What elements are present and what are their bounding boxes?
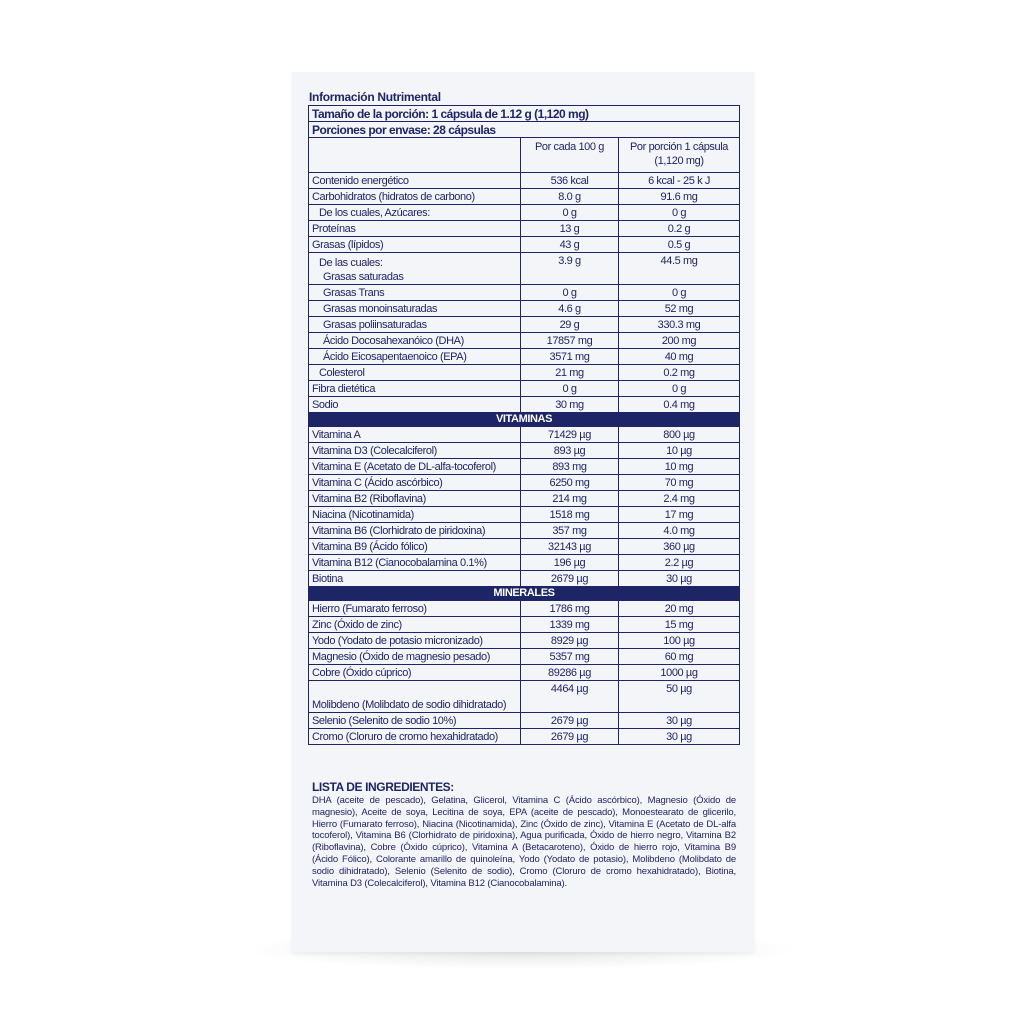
- nutrient-name: Hierro (Fumarato ferroso): [309, 601, 521, 617]
- table-row: [309, 649, 740, 665]
- value-per-portion: 70 mg: [619, 475, 740, 491]
- value-per-portion: 50 µg: [619, 681, 740, 713]
- nutrient-name: Grasas (lípidos): [309, 237, 521, 253]
- value-per-portion: 2.4 mg: [619, 491, 740, 507]
- table-row: [309, 443, 740, 459]
- value-per-portion: 0.2 g: [619, 221, 740, 237]
- value-per-100g: 0 g: [521, 381, 619, 397]
- value-per-100g: 3571 mg: [521, 349, 619, 365]
- value-per-portion: 4.0 mg: [619, 523, 740, 539]
- value-per-100g: 8929 µg: [521, 633, 619, 649]
- product-box-panel: [292, 72, 754, 952]
- value-per-100g: 89286 µg: [521, 665, 619, 681]
- table-row: [309, 665, 740, 681]
- nutrient-name: Selenio (Selenito de sodio 10%): [309, 713, 521, 729]
- value-per-100g: 21 mg: [521, 365, 619, 381]
- value-per-100g: 1786 mg: [521, 601, 619, 617]
- value-per-portion: 44.5 mg: [619, 253, 740, 285]
- value-per-100g: 536 kcal: [521, 173, 619, 189]
- nutrient-name: Niacina (Nicotinamida): [309, 507, 521, 523]
- table-row: [309, 601, 740, 617]
- value-per-100g: 2679 µg: [521, 571, 619, 587]
- nutrient-name: Vitamina B6 (Clorhidrato de piridoxina): [309, 523, 521, 539]
- table-row: [309, 713, 740, 729]
- nutrient-name: Cobre (Óxido cúprico): [309, 665, 521, 681]
- nutrition-table: [308, 105, 740, 745]
- value-per-portion: 200 mg: [619, 333, 740, 349]
- value-per-100g: 1518 mg: [521, 507, 619, 523]
- value-per-100g: 6250 mg: [521, 475, 619, 491]
- nutrient-name: Vitamina E (Acetato de DL-alfa-tocoferol): [309, 459, 521, 475]
- nutrient-name: Carbohidratos (hidratos de carbono): [309, 189, 521, 205]
- ingredients-section: [312, 780, 736, 889]
- table-row: [309, 523, 740, 539]
- value-per-portion: 330.3 mg: [619, 317, 740, 333]
- value-per-100g: 4464 µg: [521, 681, 619, 713]
- table-row: [309, 333, 740, 349]
- value-per-portion: 0 g: [619, 205, 740, 221]
- table-row: [309, 253, 740, 285]
- value-per-100g: 1339 mg: [521, 617, 619, 633]
- table-row: [309, 365, 740, 381]
- nutrient-name: Magnesio (Óxido de magnesio pesado): [309, 649, 521, 665]
- value-per-portion: 6 kcal - 25 k J: [619, 173, 740, 189]
- nutrient-name: Grasas poliinsaturadas: [309, 317, 521, 333]
- value-per-portion: 10 mg: [619, 459, 740, 475]
- nutrient-name: Biotina: [309, 571, 521, 587]
- table-row: [309, 381, 740, 397]
- nutrient-name: Ácido Eicosapentaenoico (EPA): [309, 349, 521, 365]
- value-per-portion: 0 g: [619, 285, 740, 301]
- ingredients-title: LISTA DE INGREDIENTES:: [312, 780, 454, 794]
- nutrient-name: Vitamina B12 (Cianocobalamina 0.1%): [309, 555, 521, 571]
- nutrient-subname: Grasas saturadas: [323, 271, 404, 283]
- value-per-portion: 100 µg: [619, 633, 740, 649]
- value-per-100g: 0 g: [521, 285, 619, 301]
- table-row: [309, 617, 740, 633]
- table-row: [309, 459, 740, 475]
- table-row: [309, 397, 740, 413]
- nutrient-name: Contenido energético: [309, 173, 521, 189]
- table-row: [309, 539, 740, 555]
- column-header-per100: Por cada 100 g: [521, 138, 619, 173]
- serving-size: Tamaño de la porción: 1 cápsula de 1.12 g (1,120 mg): [309, 106, 740, 122]
- vitamins-section-title: VITAMINAS: [309, 413, 740, 427]
- value-per-100g: 8.0 g: [521, 189, 619, 205]
- value-per-100g: 3.9 g: [521, 253, 619, 285]
- value-per-100g: 196 µg: [521, 555, 619, 571]
- nutrient-name: [309, 253, 521, 285]
- value-per-100g: 13 g: [521, 221, 619, 237]
- table-row: [309, 237, 740, 253]
- value-per-portion: 30 µg: [619, 729, 740, 745]
- value-per-100g: 32143 µg: [521, 539, 619, 555]
- value-per-100g: 357 mg: [521, 523, 619, 539]
- value-per-portion: 60 mg: [619, 649, 740, 665]
- value-per-100g: 2679 µg: [521, 713, 619, 729]
- nutrient-name: Vitamina D3 (Colecalciferol): [309, 443, 521, 459]
- value-per-portion: 52 mg: [619, 301, 740, 317]
- vitamins-section-row: [309, 413, 740, 427]
- servings-per-container: Porciones por envase: 28 cápsulas: [309, 122, 740, 138]
- value-per-portion: 10 µg: [619, 443, 740, 459]
- nutrition-title: Información Nutrimental: [309, 90, 441, 104]
- nutrient-group-label: De las cuales:: [319, 257, 383, 269]
- value-per-100g: 5357 mg: [521, 649, 619, 665]
- value-per-portion: 0 g: [619, 381, 740, 397]
- value-per-portion: 360 µg: [619, 539, 740, 555]
- table-row: [309, 475, 740, 491]
- table-row: [309, 729, 740, 745]
- table-row: [309, 491, 740, 507]
- value-per-portion: 30 µg: [619, 713, 740, 729]
- value-per-portion: 17 mg: [619, 507, 740, 523]
- nutrition-facts: [308, 90, 738, 745]
- nutrient-name: Vitamina B9 (Ácido fólico): [309, 539, 521, 555]
- value-per-portion: 1000 µg: [619, 665, 740, 681]
- table-row: [309, 571, 740, 587]
- nutrient-name: Yodo (Yodato de potasio micronizado): [309, 633, 521, 649]
- servings-row: [309, 122, 740, 138]
- value-per-100g: 43 g: [521, 237, 619, 253]
- table-row: [309, 349, 740, 365]
- table-row: [309, 507, 740, 523]
- nutrient-name: Vitamina B2 (Riboflavina): [309, 491, 521, 507]
- table-row: [309, 285, 740, 301]
- table-row: [309, 681, 740, 713]
- value-per-portion: 800 µg: [619, 427, 740, 443]
- nutrient-name: Grasas Trans: [309, 285, 521, 301]
- table-row: [309, 555, 740, 571]
- value-per-portion: 2.2 µg: [619, 555, 740, 571]
- value-per-portion: 0.4 mg: [619, 397, 740, 413]
- value-per-100g: 893 µg: [521, 443, 619, 459]
- value-per-portion: 40 mg: [619, 349, 740, 365]
- table-row: [309, 221, 740, 237]
- nutrient-name: Proteínas: [309, 221, 521, 237]
- value-per-100g: 0 g: [521, 205, 619, 221]
- value-per-100g: 214 mg: [521, 491, 619, 507]
- value-per-100g: 893 mg: [521, 459, 619, 475]
- value-per-100g: 30 mg: [521, 397, 619, 413]
- nutrient-name: Colesterol: [309, 365, 521, 381]
- minerals-section-row: [309, 587, 740, 601]
- table-row: [309, 427, 740, 443]
- nutrient-name: Vitamina A: [309, 427, 521, 443]
- nutrient-name: Molibdeno (Molibdato de sodio dihidratado): [309, 681, 521, 713]
- column-header-row: [309, 138, 740, 173]
- table-row: [309, 189, 740, 205]
- table-row: [309, 633, 740, 649]
- value-per-100g: 29 g: [521, 317, 619, 333]
- value-per-100g: 4.6 g: [521, 301, 619, 317]
- nutrient-name: Vitamina C (Ácido ascórbico): [309, 475, 521, 491]
- table-row: [309, 301, 740, 317]
- table-row: [309, 205, 740, 221]
- value-per-100g: 17857 mg: [521, 333, 619, 349]
- table-row: [309, 317, 740, 333]
- nutrient-name: De los cuales, Azúcares:: [309, 205, 521, 221]
- serving-size-row: [309, 106, 740, 122]
- value-per-portion: 20 mg: [619, 601, 740, 617]
- value-per-portion: 91.6 mg: [619, 189, 740, 205]
- column-header-per-portion: Por porción 1 cápsula (1,120 mg): [619, 138, 740, 173]
- nutrient-name: Fibra dietética: [309, 381, 521, 397]
- nutrient-name: Sodio: [309, 397, 521, 413]
- minerals-section-title: MINERALES: [309, 587, 740, 601]
- column-header-empty: [309, 138, 521, 173]
- value-per-portion: 30 µg: [619, 571, 740, 587]
- value-per-portion: 15 mg: [619, 617, 740, 633]
- table-row: [309, 173, 740, 189]
- nutrient-name: Grasas monoinsaturadas: [309, 301, 521, 317]
- nutrient-name: Cromo (Cloruro de cromo hexahidratado): [309, 729, 521, 745]
- ingredients-text: DHA (aceite de pescado), Gelatina, Glicerol, Vitamina C (Ácido ascórbico), Magnesio (Óxido de magnesio), Aceite de soya, Lecitina de soya, EPA (aceite de pescado), Monoestearato de glicerilo, Hierro (Fumarato ferroso), Niacina (Nicotinamida), Zinc (Óxido de zinc), Vitamina E (Acetato de DL-alfa tocoferol), Vitamina B6 (Clorhidrato de piridoxina), Agua purificada, Óxido de hierro negro, Vitamina B2 (Riboflavina), Cobre (Óxido cúprico), Vitamina A (Betacaroteno), Óxido de hierro rojo, Vitamina B9 (Ácido Fólico), Colorante amarillo de quinoleína, Yodo (Yodato de potasio), Molibdeno (Molibdato de sodio dihidratado), Selenio (Selenito de sodio), Cromo (Cloruro de cromo hexahidratado), Biotina, Vitamina D3 (Colecalciferol), Vitamina B12 (Cianocobalamina).: [312, 795, 736, 889]
- nutrient-name: Zinc (Óxido de zinc): [309, 617, 521, 633]
- value-per-portion: 0.2 mg: [619, 365, 740, 381]
- value-per-portion: 0.5 g: [619, 237, 740, 253]
- value-per-100g: 2679 µg: [521, 729, 619, 745]
- value-per-100g: 71429 µg: [521, 427, 619, 443]
- nutrient-name: Ácido Docosahexanóico (DHA): [309, 333, 521, 349]
